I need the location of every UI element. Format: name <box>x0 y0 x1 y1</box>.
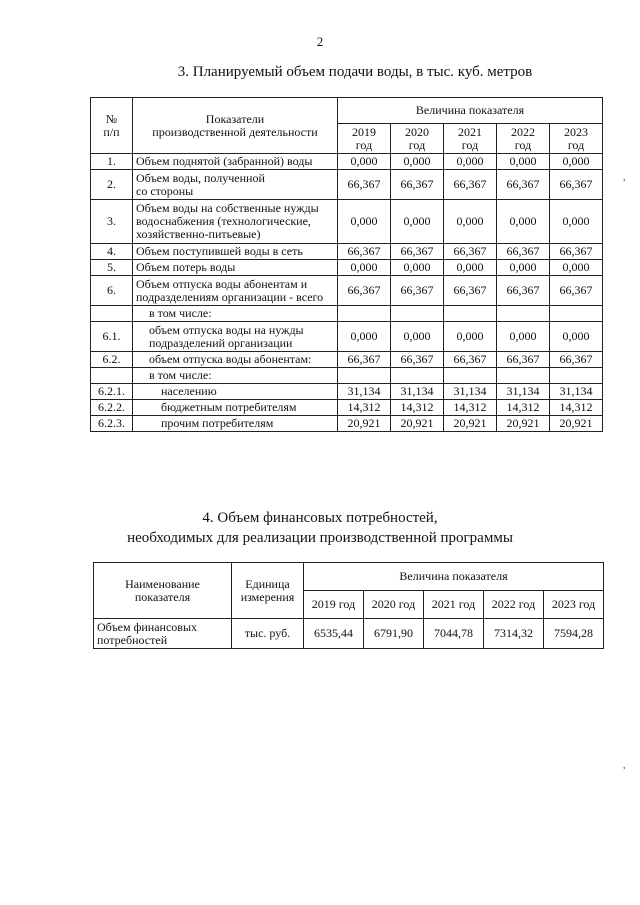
row-name: Объем финансовых потребностей <box>94 619 232 649</box>
row-value: 14,312 <box>550 400 603 416</box>
row-value: 31,134 <box>550 384 603 400</box>
row-value: 66,367 <box>497 276 550 306</box>
row-number: 6. <box>91 276 133 306</box>
row-value: 0,000 <box>391 154 444 170</box>
row-value <box>391 368 444 384</box>
row-value: 20,921 <box>550 416 603 432</box>
header-value-group: Величина показателя <box>338 98 603 124</box>
header-name: Наименование показателя <box>94 563 232 619</box>
table-row <box>91 260 603 276</box>
header-year: 2020 год <box>391 124 444 154</box>
row-value: 14,312 <box>391 400 444 416</box>
section-4-title: 4. Объем финансовых потребностей, необходимых для реализации производственной программы <box>127 510 513 546</box>
table-row <box>91 384 603 400</box>
row-value: 31,134 <box>497 384 550 400</box>
row-value: 0,000 <box>338 200 391 244</box>
row-value: 0,000 <box>497 322 550 352</box>
header-year: 2022 год <box>497 124 550 154</box>
row-value: 6791,90 <box>364 619 424 649</box>
row-value: 0,000 <box>550 200 603 244</box>
table-row <box>94 619 604 649</box>
row-value: 0,000 <box>497 260 550 276</box>
table-row <box>91 276 603 306</box>
row-number: 6.1. <box>91 322 133 352</box>
row-value: 0,000 <box>391 200 444 244</box>
water-supply-table-body <box>91 154 603 432</box>
row-indicator: объем отпуска воды на нужды подразделений организации <box>133 322 338 352</box>
row-value <box>550 306 603 322</box>
row-value <box>497 368 550 384</box>
header-year: 2022 год <box>484 591 544 619</box>
row-number: 6.2. <box>91 352 133 368</box>
row-value: 20,921 <box>444 416 497 432</box>
row-value: 0,000 <box>444 154 497 170</box>
row-value: 0,000 <box>444 260 497 276</box>
row-value: 7594,28 <box>544 619 604 649</box>
row-number: 1. <box>91 154 133 170</box>
row-value: 66,367 <box>550 276 603 306</box>
row-value: 0,000 <box>338 260 391 276</box>
financial-needs-table <box>93 562 604 649</box>
row-indicator: бюджетным потребителям <box>133 400 338 416</box>
row-indicator: объем отпуска воды абонентам: <box>133 352 338 368</box>
header-year: 2023 год <box>544 591 604 619</box>
table-row <box>91 154 603 170</box>
row-number: 6.2.1. <box>91 384 133 400</box>
row-value: 66,367 <box>338 244 391 260</box>
row-number: 6.2.2. <box>91 400 133 416</box>
row-value: 66,367 <box>444 276 497 306</box>
header-indicator: Показатели производственной деятельности <box>133 98 338 154</box>
row-value: 66,367 <box>338 276 391 306</box>
row-value: 66,367 <box>444 352 497 368</box>
row-indicator: прочим потребителям <box>133 416 338 432</box>
row-value: 14,312 <box>338 400 391 416</box>
row-value: 66,367 <box>391 276 444 306</box>
row-value <box>338 306 391 322</box>
row-indicator: в том числе: <box>133 306 338 322</box>
row-value: 66,367 <box>444 170 497 200</box>
row-value: 66,367 <box>338 352 391 368</box>
row-value: 66,367 <box>338 170 391 200</box>
row-value: 66,367 <box>497 352 550 368</box>
row-value <box>444 368 497 384</box>
row-value: 0,000 <box>497 154 550 170</box>
row-indicator: Объем поднятой (забранной) воды <box>133 154 338 170</box>
row-value: 14,312 <box>497 400 550 416</box>
header-year: 2023 год <box>550 124 603 154</box>
row-value: 0,000 <box>550 322 603 352</box>
row-value: 66,367 <box>391 352 444 368</box>
header-num: № п/п <box>91 98 133 154</box>
row-value: 31,134 <box>444 384 497 400</box>
row-value: 66,367 <box>391 170 444 200</box>
row-value: 0,000 <box>550 154 603 170</box>
row-value <box>497 306 550 322</box>
row-value: 0,000 <box>391 260 444 276</box>
row-indicator: Объем поступившей воды в сеть <box>133 244 338 260</box>
row-number: 3. <box>91 200 133 244</box>
header-year: 2021 год <box>424 591 484 619</box>
row-indicator: Объем воды на собственные нужды водоснабжения (технологические, хозяйственно-питьевые) <box>133 200 338 244</box>
table-row <box>91 170 603 200</box>
row-value: 31,134 <box>391 384 444 400</box>
header-year: 2019 год <box>304 591 364 619</box>
water-supply-table <box>90 97 603 432</box>
row-value: 0,000 <box>338 154 391 170</box>
header-year: 2020 год <box>364 591 424 619</box>
margin-mark: , <box>623 172 626 183</box>
row-value: 66,367 <box>550 244 603 260</box>
row-value: 0,000 <box>444 200 497 244</box>
row-value: 0,000 <box>391 322 444 352</box>
section-3-title: 3. Планируемый объем подачи воды, в тыс. куб. метров <box>177 64 533 80</box>
row-value <box>550 368 603 384</box>
row-value: 20,921 <box>391 416 444 432</box>
row-number: 4. <box>91 244 133 260</box>
table-row <box>91 352 603 368</box>
table-row <box>91 368 603 384</box>
header-year: 2021 год <box>444 124 497 154</box>
row-value: 20,921 <box>497 416 550 432</box>
row-value: 0,000 <box>550 260 603 276</box>
row-value: 66,367 <box>391 244 444 260</box>
row-value: 31,134 <box>338 384 391 400</box>
row-value <box>391 306 444 322</box>
row-number: 5. <box>91 260 133 276</box>
page-number: 2 <box>316 34 324 49</box>
row-indicator: Объем воды, полученной со стороны <box>133 170 338 200</box>
row-value: 66,367 <box>550 170 603 200</box>
row-value: 66,367 <box>444 244 497 260</box>
header-value-group: Величина показателя <box>304 563 604 591</box>
row-unit: тыс. руб. <box>232 619 304 649</box>
margin-mark: , <box>623 760 626 771</box>
row-value: 6535,44 <box>304 619 364 649</box>
financial-needs-table-body <box>94 619 604 649</box>
table-row <box>91 244 603 260</box>
row-value: 0,000 <box>497 200 550 244</box>
row-value: 7044,78 <box>424 619 484 649</box>
table-row <box>91 400 603 416</box>
table-row <box>91 200 603 244</box>
row-value: 0,000 <box>338 322 391 352</box>
row-value: 7314,32 <box>484 619 544 649</box>
row-number: 6.2.3. <box>91 416 133 432</box>
row-indicator: Объем отпуска воды абонентам и подразделениям организации - всего <box>133 276 338 306</box>
header-year: 2019 год <box>338 124 391 154</box>
row-number <box>91 306 133 322</box>
row-value: 66,367 <box>497 170 550 200</box>
header-unit: Единица измерения <box>232 563 304 619</box>
table-row <box>91 416 603 432</box>
row-number: 2. <box>91 170 133 200</box>
row-value: 66,367 <box>497 244 550 260</box>
row-value <box>338 368 391 384</box>
table-row <box>91 322 603 352</box>
row-value: 14,312 <box>444 400 497 416</box>
row-value: 20,921 <box>338 416 391 432</box>
row-indicator: населению <box>133 384 338 400</box>
row-indicator: в том числе: <box>133 368 338 384</box>
row-indicator: Объем потерь воды <box>133 260 338 276</box>
row-value: 0,000 <box>444 322 497 352</box>
row-value <box>444 306 497 322</box>
row-value: 66,367 <box>550 352 603 368</box>
row-number <box>91 368 133 384</box>
table-row <box>91 306 603 322</box>
